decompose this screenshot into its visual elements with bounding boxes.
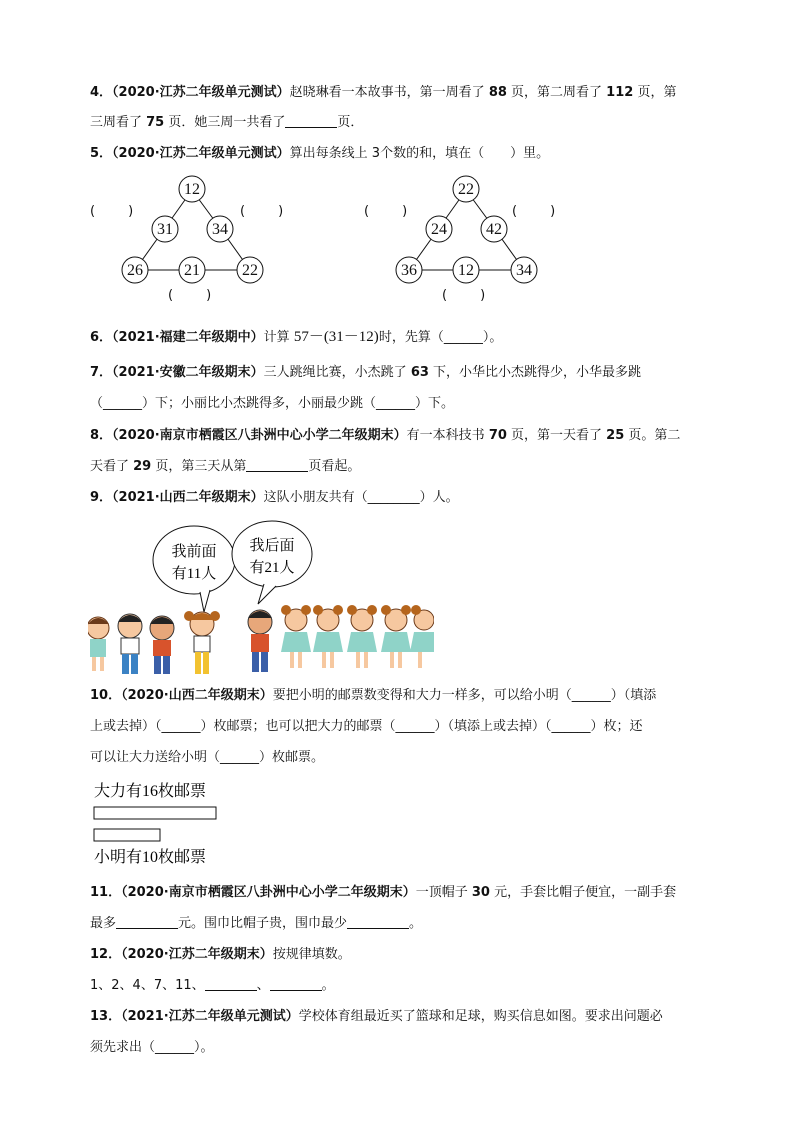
answer-blank[interactable]: [116, 915, 178, 929]
label-xiaoming: 小明有10枚邮票: [94, 849, 207, 866]
child-girls-row: [281, 605, 434, 668]
question-source: （2020·江苏二年级单元测试）: [112, 85, 290, 100]
question-source: （2021·福建二年级期中）: [112, 330, 264, 345]
q11-line2: 最多 元。围巾比帽子贵，围巾最少 。: [90, 916, 423, 931]
answer-paren[interactable]: ( ): [442, 288, 486, 303]
question-source: （2021·安徽二年级期末）: [112, 365, 264, 380]
q10-line3: 可以让大力送给小明（______）枚邮票。: [90, 750, 325, 765]
q8-line2: 天看了 29 页，第三天从第 页看起。: [90, 459, 361, 474]
triangle-diagram-2: [384, 172, 554, 287]
child-girl-2: [184, 611, 220, 674]
q7-line2: （______）下；小丽比小杰跳得多，小丽最少跳（______）下。: [90, 396, 455, 411]
node-bottom-right: 34: [516, 262, 532, 279]
bubble-line: 有11人: [171, 566, 217, 582]
question-number: 10．: [90, 688, 122, 703]
q9-line1: 9．（2021·山西二年级期末）这队小朋友共有（________）人。: [90, 490, 459, 505]
answer-blank[interactable]: [285, 114, 337, 128]
question-number: 8．: [90, 428, 113, 443]
q8-line1: 8．（2020·南京市栖霞区八卦洲中心小学二年级期末）有一本科技书 70 页，第一天看了 25 页。第二: [90, 428, 681, 443]
node-bottom-right: 22: [242, 262, 258, 279]
q13-line1: 13．（2021·江苏二年级单元测试）学校体育组最近买了篮球和足球，购买信息如图。要求出问题必: [90, 1009, 663, 1024]
answer-blank[interactable]: [347, 915, 409, 929]
math-expression: 57－(31－12): [293, 329, 379, 345]
child-boy-3: [248, 610, 272, 672]
question-number: 5．: [90, 146, 113, 161]
q12-line2: 1、2、4、7、11、 、 。: [90, 978, 335, 993]
bubble-line: 有21人: [249, 560, 295, 576]
node-bottom-left: 26: [127, 262, 143, 279]
child-boy-1: [118, 614, 142, 674]
question-number: 13．: [90, 1009, 122, 1024]
answer-paren[interactable]: ( ): [512, 204, 556, 219]
question-source: （2020·山西二年级期末）: [121, 688, 273, 703]
question-number: 9．: [90, 490, 113, 505]
triangle-diagram-1: [110, 172, 280, 287]
answer-blank[interactable]: [270, 977, 322, 991]
answer-paren[interactable]: ( ): [364, 204, 408, 219]
question-number: 4．: [90, 85, 113, 100]
q11-line1: 11．（2020·南京市栖霞区八卦洲中心小学二年级期末）一顶帽子 30 元，手套比帽子便宜，一副手套: [90, 885, 677, 900]
question-number: 6．: [90, 330, 113, 345]
q4-line2: 三周看了 75 页．她三周一共看了 页．: [90, 115, 364, 130]
question-number: 12．: [90, 947, 122, 962]
answer-blank[interactable]: [246, 458, 308, 472]
label-dali: 大力有16枚邮票: [94, 783, 207, 800]
node-top: 12: [184, 181, 200, 198]
answer-paren[interactable]: ( ): [240, 204, 284, 219]
answer-blank[interactable]: [205, 977, 257, 991]
child-boy-2: [150, 616, 174, 674]
node-mid-right: 34: [212, 221, 228, 238]
question-source: （2021·江苏二年级单元测试）: [121, 1009, 299, 1024]
question-source: （2021·山西二年级期末）: [112, 490, 264, 505]
question-number: 11．: [90, 885, 122, 900]
child-girl-1: [88, 617, 109, 671]
question-source: （2020·南京市栖霞区八卦洲中心小学二年级期末）: [112, 428, 407, 443]
question-source: （2020·南京市栖霞区八卦洲中心小学二年级期末）: [121, 885, 416, 900]
node-mid-right: 42: [486, 221, 502, 238]
answer-paren[interactable]: ( ): [90, 204, 134, 219]
q13-line2: 须先求出（______）。: [90, 1040, 214, 1055]
q10-line1: 10．（2020·山西二年级期末）要把小明的邮票数变得和大力一样多，可以给小明（______）（填添: [90, 688, 657, 703]
question-source: （2020·江苏二年级单元测试）: [112, 146, 290, 161]
q7-line1: 7．（2021·安徽二年级期末）三人跳绳比赛，小杰跳了 63 下，小华比小杰跳得少，小华最多跳: [90, 365, 642, 380]
bubble-line: 我前面: [171, 544, 217, 560]
node-bottom-mid: 21: [184, 262, 200, 279]
children-line-illustration: [88, 520, 434, 680]
question-number: 7．: [90, 365, 113, 380]
stamp-bar-diagram: [90, 778, 230, 866]
question-source: （2020·江苏二年级期末）: [121, 947, 273, 962]
bubble-line: 我后面: [249, 538, 295, 554]
answer-paren[interactable]: ( ): [168, 288, 212, 303]
node-bottom-left: 36: [401, 262, 417, 279]
q10-line2: 上或去掉）（______）枚邮票；也可以把大力的邮票（______）（填添上或去掉）（______）枚；还: [90, 719, 643, 734]
q6-line1: 6．（2021·福建二年级期中）计算 57－(31－12)时，先算（______）。: [90, 329, 503, 345]
node-bottom-mid: 12: [458, 262, 474, 279]
node-mid-left: 31: [157, 221, 173, 238]
q12-line1: 12．（2020·江苏二年级期末）按规律填数。: [90, 947, 351, 962]
node-mid-left: 24: [431, 221, 447, 238]
q5-line1: 5．（2020·江苏二年级单元测试）算出每条线上 3个数的和，填在（ ）里。: [90, 146, 550, 161]
node-top: 22: [458, 181, 474, 198]
q4-line1: 4．（2020·江苏二年级单元测试）赵晓琳看一本故事书，第一周看了 88 页，第二周看了 112 页，第: [90, 85, 677, 100]
